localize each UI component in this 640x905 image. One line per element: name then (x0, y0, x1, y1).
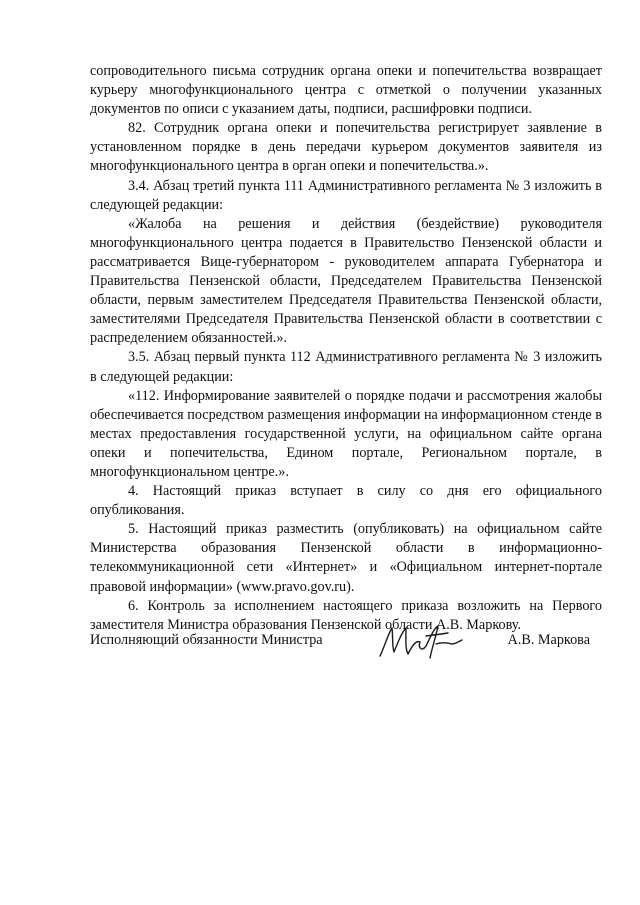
paragraph-82: 82. Сотрудник органа опеки и попечительства регистрирует заявление в установленном порядке в день передачи курьером документов заявителя из многофункционального центра в орган опеки и попечительства.». (90, 120, 602, 175)
paragraph-6: 6. Контроль за исполнением настоящего приказа возложить на Первого заместителя Министра образования Пензенской области А.В. Маркову. (90, 597, 602, 633)
paragraph-4: 4. Настоящий приказ вступает в силу со дня его официального опубликования. (90, 483, 602, 519)
paragraph-complaint-quote: «Жалоба на решения и действия (бездействие) руководителя многофункционального центра подается в Правительство Пензенской области и рассматривается Вице-губернатором - руководителем аппарата Губернатора и Правительства Пензенской области, Председателем Правительства Пензенской области, первым заместителем Председателя Правительства Пензенской области, заместителями Председателя Правительства Пензенской области в соответствии с распределением обязанностей.». (90, 215, 602, 347)
signatory-title: Исполняющий обязанности Министра (90, 632, 323, 648)
paragraph-continuation: сопроводительного письма сотрудник органа опеки и попечительства возвращает курьеру многофункционального центра с отметкой о получении указанных документов по описи с указанием даты, подписи, расшифровки подписи. (90, 63, 602, 118)
paragraph-5: 5. Настоящий приказ разместить (опубликовать) на официальном сайте Министерства образования Пензенской области в информационно-телекоммуникационной сети «Интернет» и «Официальном интернет-портале правовой информации» (www.pravo.gov.ru). (90, 521, 602, 595)
handwritten-signature (376, 622, 466, 662)
paragraph-3-5: 3.5. Абзац первый пункта 112 Административного регламента № 3 изложить в следующей редакции: (90, 349, 602, 385)
document-body (90, 62, 602, 635)
paragraph-3-4: 3.4. Абзац третий пункта 111 Административного регламента № 3 изложить в следующей редакции: (90, 177, 602, 213)
signatory-name: А.В. Маркова (507, 632, 590, 648)
paragraph-112-quote: «112. Информирование заявителей о порядке подачи и рассмотрения жалобы обеспечивается посредством размещения информации на информационном стенде в местах предоставления государственной услуги, на официальном сайте органа опеки и попечительства, Едином портале, Региональном портале, в многофункциональном центре.». (90, 387, 602, 480)
signature-block (90, 622, 602, 662)
